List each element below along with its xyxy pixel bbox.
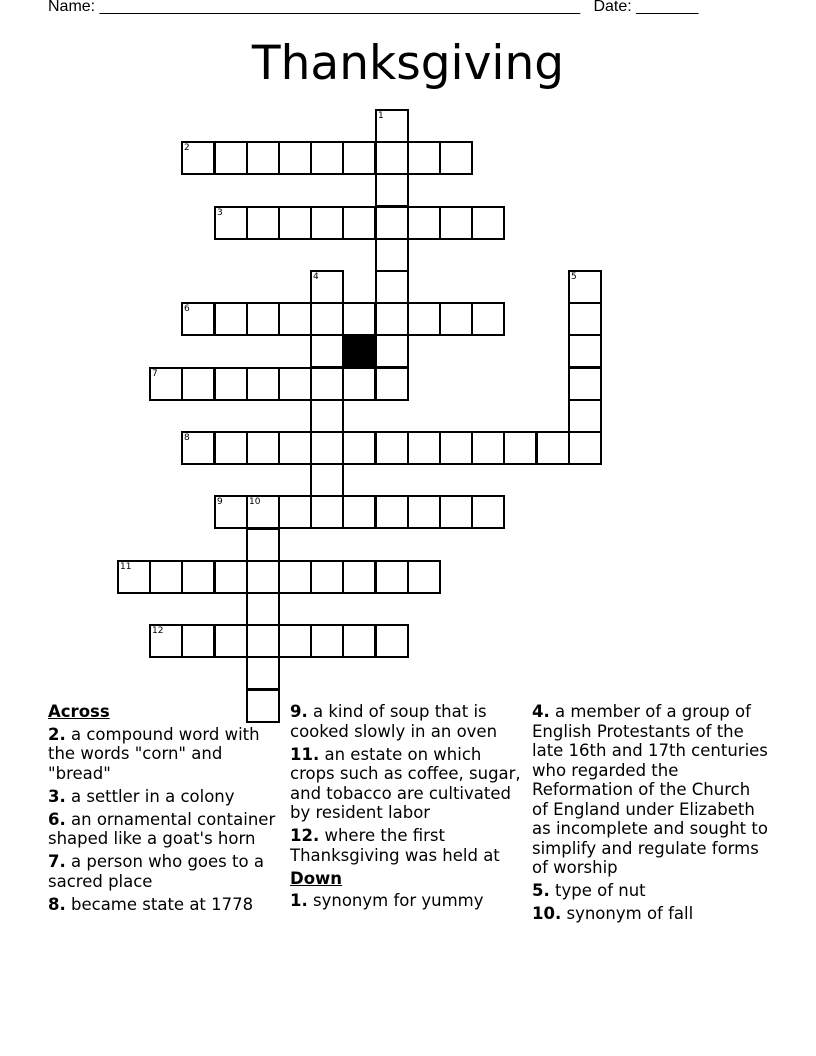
grid-cell[interactable] <box>214 367 248 401</box>
grid-cell[interactable] <box>503 431 537 465</box>
clue-across-6: 6. an ornamental container shaped like a goat's horn <box>48 809 276 848</box>
grid-cell[interactable] <box>407 560 441 594</box>
clue-across-8: 8. became state at 1778 <box>48 894 254 914</box>
down-heading: Down <box>290 868 343 888</box>
grid-cell[interactable] <box>246 141 280 175</box>
clue-number: 11 <box>120 562 132 572</box>
grid-cell[interactable] <box>246 431 280 465</box>
clue-number: 5 <box>571 272 577 282</box>
grid-cell[interactable] <box>278 624 312 658</box>
grid-cell[interactable] <box>214 624 248 658</box>
grid-cell[interactable] <box>181 624 215 658</box>
grid-cell[interactable] <box>310 399 344 433</box>
clue-number: 1 <box>378 111 384 121</box>
grid-cell[interactable] <box>149 367 183 401</box>
grid-cell[interactable] <box>310 206 344 240</box>
grid-cell[interactable] <box>407 206 441 240</box>
clue-across-12: 12. where the first Thanksgiving was held at <box>290 826 500 865</box>
grid-cell[interactable] <box>310 560 344 594</box>
grid-cell[interactable] <box>181 560 215 594</box>
grid-cell[interactable] <box>439 206 473 240</box>
grid-cell[interactable] <box>342 624 376 658</box>
grid-cell[interactable] <box>407 141 441 175</box>
grid-cell[interactable] <box>375 141 409 175</box>
clue-down-1: 1. synonym for yummy <box>290 891 484 910</box>
grid-cell[interactable] <box>471 495 505 529</box>
grid-cell[interactable] <box>310 367 344 401</box>
clue-column-2 <box>290 702 526 914</box>
date-label: Date: <box>593 0 632 15</box>
grid-cell[interactable] <box>375 173 409 207</box>
grid-cell[interactable] <box>214 431 248 465</box>
grid-cell[interactable] <box>439 431 473 465</box>
clue-down-5: 5. type of nut <box>532 881 646 900</box>
grid-cell[interactable] <box>214 206 248 240</box>
grid-cell[interactable] <box>278 302 312 336</box>
name-field[interactable]: ______________________________________________________ <box>99 0 581 15</box>
grid-cell[interactable] <box>278 367 312 401</box>
grid-cell[interactable] <box>375 206 409 240</box>
grid-cell[interactable] <box>181 141 215 175</box>
clue-across-7: 7. a person who goes to a sacred place <box>48 852 264 891</box>
grid-cell[interactable] <box>278 560 312 594</box>
black-square <box>342 334 376 368</box>
grid-cell[interactable] <box>375 270 409 304</box>
clue-number: 9 <box>217 497 223 507</box>
grid-cell[interactable] <box>568 270 602 304</box>
grid-cell[interactable] <box>375 495 409 529</box>
grid-cell[interactable] <box>471 206 505 240</box>
grid-cell[interactable] <box>375 367 409 401</box>
grid-cell[interactable] <box>149 624 183 658</box>
grid-cell[interactable] <box>375 624 409 658</box>
grid-cell[interactable] <box>568 302 602 336</box>
grid-cell[interactable] <box>278 206 312 240</box>
grid-cell[interactable] <box>342 495 376 529</box>
grid-cell[interactable] <box>214 141 248 175</box>
grid-cell[interactable] <box>246 592 280 626</box>
clue-down-10: 10. synonym of fall <box>532 904 694 923</box>
grid-cell[interactable] <box>117 560 151 594</box>
grid-cell[interactable] <box>568 431 602 465</box>
clue-across-3: 3. a settler in a colony <box>48 786 235 806</box>
grid-cell[interactable] <box>278 431 312 465</box>
grid-cell[interactable] <box>181 302 215 336</box>
clue-number: 6 <box>184 304 190 314</box>
grid-cell[interactable] <box>439 495 473 529</box>
grid-cell[interactable] <box>310 270 344 304</box>
grid-cell[interactable] <box>375 334 409 368</box>
grid-cell[interactable] <box>310 431 344 465</box>
clue-number: 3 <box>217 208 223 218</box>
grid-cell[interactable] <box>568 334 602 368</box>
clue-number: 4 <box>313 272 319 282</box>
grid-cell[interactable] <box>342 367 376 401</box>
grid-cell[interactable] <box>246 528 280 562</box>
grid-cell[interactable] <box>310 302 344 336</box>
clue-column-1 <box>48 702 282 918</box>
across-heading: Across <box>48 702 110 721</box>
grid-cell[interactable] <box>342 302 376 336</box>
grid-cell[interactable] <box>246 206 280 240</box>
clue-number: 10 <box>249 497 261 507</box>
grid-cell[interactable] <box>342 431 376 465</box>
grid-cell[interactable] <box>407 495 441 529</box>
grid-cell[interactable] <box>536 431 570 465</box>
grid-cell[interactable] <box>568 367 602 401</box>
clue-across-9: 9. a kind of soup that is cooked slowly in an oven <box>290 702 498 741</box>
grid-cell[interactable] <box>214 302 248 336</box>
grid-cell[interactable] <box>181 367 215 401</box>
grid-cell[interactable] <box>149 560 183 594</box>
clue-column-3 <box>532 702 768 927</box>
grid-cell[interactable] <box>310 334 344 368</box>
page-title: Thanksgiving <box>251 36 565 91</box>
grid-cell[interactable] <box>246 367 280 401</box>
grid-cell[interactable] <box>439 302 473 336</box>
grid-cell[interactable] <box>310 141 344 175</box>
grid-cell[interactable] <box>407 302 441 336</box>
clue-number: 12 <box>152 626 164 636</box>
grid-cell[interactable] <box>471 302 505 336</box>
grid-cell[interactable] <box>310 624 344 658</box>
grid-cell[interactable] <box>214 560 248 594</box>
grid-cell[interactable] <box>342 560 376 594</box>
grid-cell[interactable] <box>375 560 409 594</box>
clue-number: 2 <box>184 143 190 153</box>
grid-cell[interactable] <box>214 495 248 529</box>
grid-cell[interactable] <box>310 463 344 497</box>
grid-cell[interactable] <box>310 495 344 529</box>
grid-cell[interactable] <box>246 302 280 336</box>
grid-cell[interactable] <box>278 141 312 175</box>
grid-cell[interactable] <box>181 431 215 465</box>
grid-cell[interactable] <box>342 206 376 240</box>
clue-across-11: 11. an estate on which crops such as coffee, sugar, and tobacco are cultivated by resident labor <box>290 744 521 822</box>
clue-number: 7 <box>152 369 158 379</box>
date-field[interactable]: _______ <box>636 0 699 15</box>
clue-across-2: 2. a compound word with the words "corn" and "bread" <box>48 724 260 783</box>
grid-cell[interactable] <box>342 141 376 175</box>
grid-cell[interactable] <box>246 656 280 690</box>
grid-cell[interactable] <box>246 560 280 594</box>
grid-cell[interactable] <box>278 495 312 529</box>
clue-number: 8 <box>184 433 190 443</box>
grid-cell[interactable] <box>439 141 473 175</box>
grid-cell[interactable] <box>407 431 441 465</box>
grid-cell[interactable] <box>246 624 280 658</box>
name-label: Name: <box>48 0 96 15</box>
grid-cell[interactable] <box>375 302 409 336</box>
grid-cell[interactable] <box>375 238 409 272</box>
grid-cell[interactable] <box>246 495 280 529</box>
clue-down-4: 4. a member of a group of English Protestants of the late 16th and 17th centuries who regarded the Reformation of the Church of England under Elizabeth as incomplete and sought to simplify and regulate forms of worship <box>532 702 768 877</box>
grid-cell[interactable] <box>375 431 409 465</box>
grid-cell[interactable] <box>471 431 505 465</box>
grid-cell[interactable] <box>568 399 602 433</box>
grid-cell[interactable] <box>375 109 409 143</box>
